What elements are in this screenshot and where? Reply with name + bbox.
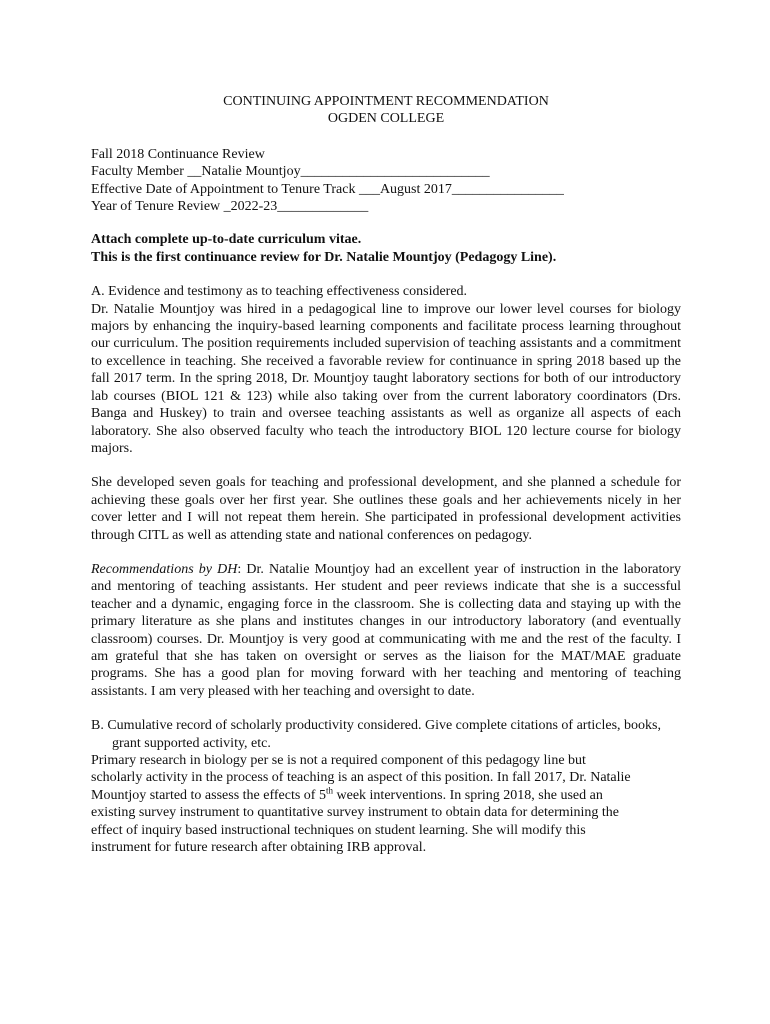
section-b-line-3-end: week interventions. In spring 2018, she used an bbox=[333, 787, 603, 803]
review-term: Fall 2018 Continuance Review bbox=[91, 146, 265, 162]
tenure-review-year-field: Year of Tenure Review _2022-23_____________ bbox=[91, 199, 369, 215]
section-b-line-1: Primary research in biology per se is not a required component of this pedagogy line but bbox=[91, 753, 586, 768]
document-title: CONTINUING APPOINTMENT RECOMMENDATION bbox=[223, 94, 549, 109]
section-a-heading: A. Evidence and testimony as to teaching effectiveness considered. bbox=[91, 284, 468, 300]
section-b-line-3 bbox=[91, 787, 681, 804]
section-b-line-4: existing survey instrument to quantitative survey instrument to obtain data for determining the bbox=[91, 805, 620, 821]
section-b-line-5: effect of inquiry based instructional techniques on student learning. She will modify this bbox=[91, 822, 586, 838]
ordinal-superscript: th bbox=[325, 785, 333, 796]
document-header bbox=[91, 93, 681, 128]
section-b-line-2: scholarly activity in the process of teaching is an aspect of this position. In fall 2017, Dr. Natalie bbox=[91, 770, 631, 786]
section-a bbox=[91, 283, 681, 700]
section-b-heading: B. Cumulative record of scholarly productivity considered. Give complete citations of articles, books, grant supported activity, etc. bbox=[91, 718, 661, 751]
notices bbox=[91, 231, 681, 266]
college-name: OGDEN COLLEGE bbox=[327, 111, 445, 127]
recommendations-text: : Dr. Natalie Mountjoy had an excellent year of instruction in the laboratory and mentoring of teaching assistants. Her student and peer reviews indicate that she is a successful teacher and a dynamic, engaging force in the classroom. She is collecting data and staying up with the primary literature as she plans and institutes changes in our introductory laboratory (and eventually classroom) courses. Dr. Mountjoy is very good at communicating with me and the rest of the faculty. I am grateful that she has taken on oversight or serves as the liaison for the MAT/MAE graduate programs. She has a good plan for moving forward with her teaching and mentoring of teaching assistants. I am very pleased with her teaching and oversight to date. bbox=[91, 561, 682, 699]
section-b-line-3-start: Mountjoy started to assess the effects of 5 bbox=[91, 787, 326, 803]
section-a-paragraph-2: She developed seven goals for teaching and professional development, and she planned a schedule for achieving these goals over her first year. She outlines these goals and her achievements nicely in her cover letter and I will not repeat them herein. She participated in professional development activities through CITL as well as attending state and national conferences on pedagogy. bbox=[91, 475, 681, 543]
section-a-paragraph-1: Dr. Natalie Mountjoy was hired in a pedagogical line to improve our lower level courses for biology majors by enhancing the inquiry-based learning components and facilitate process learning throughout our curriculum. The position requirements included supervision of teaching assistants and a commitment to excellence in teaching. She received a favorable review for continuance in spring 2018 based up the fall 2017 term. In the spring 2018, Dr. Mountjoy taught laboratory sections for both of our introductory lab courses (BIOL 121 & 123) while also taking over from the current laboratory coordinators (Drs. Banga and Huskey) to train and oversee teaching assistants as well as organize all aspects of each laboratory. She also observed faculty who teach the introductory BIOL 120 lecture course for biology majors. bbox=[91, 301, 681, 456]
recommendations-paragraph bbox=[91, 561, 681, 700]
faculty-member-field: Faculty Member __Natalie Mountjoy___________________________ bbox=[91, 164, 490, 180]
section-b bbox=[91, 717, 681, 856]
first-review-notice: This is the first continuance review for Dr. Natalie Mountjoy (Pedagogy Line). bbox=[91, 249, 557, 265]
effective-date-field: Effective Date of Appointment to Tenure Track ___August 2017________________ bbox=[91, 181, 564, 197]
review-info bbox=[91, 146, 681, 216]
document-body bbox=[91, 93, 681, 856]
attach-cv-notice: Attach complete up-to-date curriculum vitae. bbox=[91, 232, 362, 248]
recommendations-label: Recommendations by DH bbox=[91, 561, 238, 577]
section-b-line-6: instrument for future research after obtaining IRB approval. bbox=[91, 840, 427, 856]
